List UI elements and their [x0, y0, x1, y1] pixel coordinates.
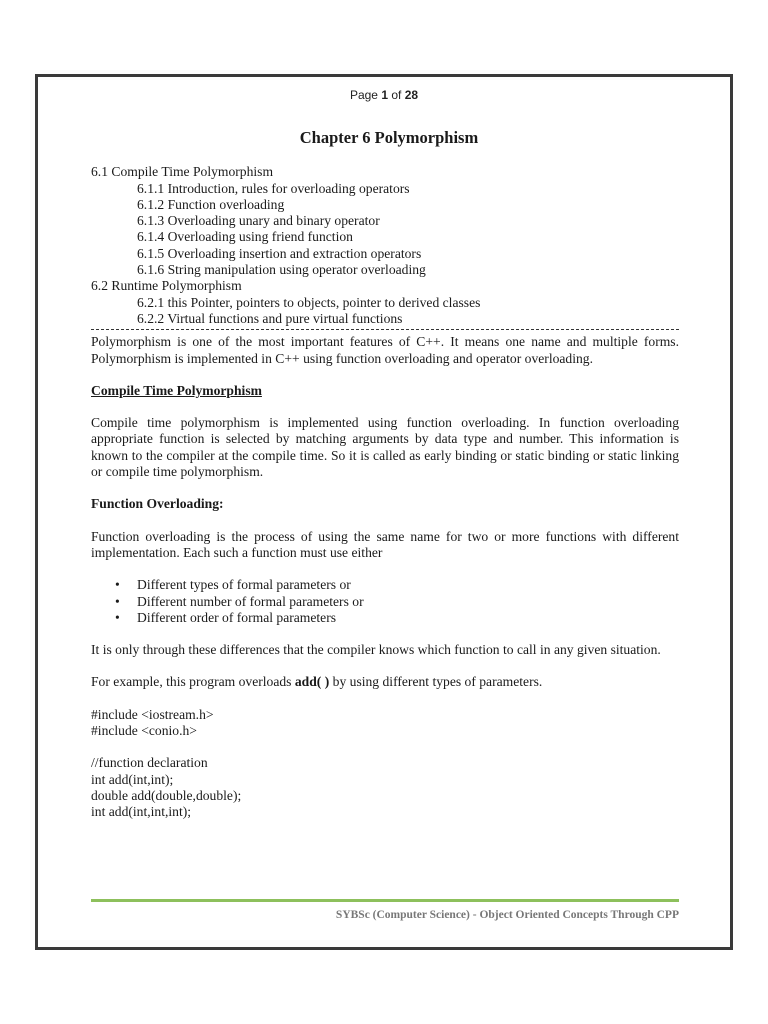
toc-item: 6.1.2 Function overloading [137, 196, 285, 212]
code-line: double add(double,double); [91, 787, 242, 803]
code-line: int add(int,int,int); [91, 804, 192, 820]
toc-section [91, 278, 679, 327]
function-overloading-heading: Function Overloading: [91, 496, 224, 512]
code-line: //function declaration [91, 755, 208, 771]
toc-item: 6.2.2 Virtual functions and pure virtual functions [137, 310, 403, 326]
toc-item: 6.1.1 Introduction, rules for overloading operators [137, 180, 410, 196]
document-body [91, 126, 679, 821]
code-gap [91, 739, 679, 755]
code-block [91, 707, 679, 821]
list-item [91, 577, 679, 593]
footer-rule [91, 899, 679, 902]
function-overloading-paragraph: Function overloading is the process of using the same name for two or more functions with different implementation. Each such a function must use either [91, 528, 679, 560]
list-item-text: Different types of formal parameters or [137, 577, 351, 593]
toc-section [91, 164, 679, 278]
page-number-total: 28 [404, 88, 419, 102]
page-number-of: of [391, 88, 402, 102]
list-item [91, 594, 679, 610]
example-suffix: by using different types of parameters. [329, 674, 543, 690]
code-line: #include <iostream.h> [91, 706, 214, 722]
example-paragraph [91, 674, 679, 690]
compile-time-paragraph: Compile time polymorphism is implemented using function overloading. In function overloading appropriate function is selected by matching arguments by data type and number. This information is known to the compiler at the compile time. So it is called as early binding or static binding or static linking or compile time polymorphism. [91, 415, 679, 480]
list-item [91, 610, 679, 626]
list-item-text: Different number of formal parameters or [137, 593, 364, 609]
code-line: #include <conio.h> [91, 723, 197, 739]
example-function-name: add( ) [294, 674, 330, 690]
toc-item: 6.1.5 Overloading insertion and extraction operators [137, 245, 422, 261]
after-bullets-paragraph: It is only through these differences that the compiler knows which function to call in any given situation. [91, 642, 661, 658]
dashed-divider [91, 329, 679, 330]
toc-item: 6.1.6 String manipulation using operator overloading [137, 262, 426, 278]
code-line: int add(int,int); [91, 771, 174, 787]
table-of-contents [91, 164, 679, 327]
chapter-title: Chapter 6 Polymorphism [299, 128, 479, 147]
footer-text: SYBSc (Computer Science) - Object Oriented Concepts Through CPP [335, 909, 679, 921]
toc-section-title: 6.2 Runtime Polymorphism [91, 278, 242, 294]
compile-time-heading: Compile Time Polymorphism [91, 382, 262, 398]
bullet-list [91, 577, 679, 626]
toc-item: 6.2.1 this Pointer, pointers to objects, pointer to derived classes [137, 294, 481, 310]
bullet-icon: • [115, 609, 120, 625]
intro-paragraph: Polymorphism is one of the most important features of C++. It means one name and multiple forms. Polymorphism is implemented in C++ using function overloading and operator overloading. [91, 334, 679, 366]
toc-item: 6.1.4 Overloading using friend function [137, 229, 353, 245]
bullet-icon: • [115, 577, 120, 593]
list-item-text: Different order of formal parameters [137, 609, 337, 625]
page-number-prefix: Page [349, 88, 378, 102]
bullet-icon: • [115, 593, 120, 609]
example-prefix: For example, this program overloads [91, 674, 295, 690]
page-number [0, 88, 768, 102]
toc-section-title: 6.1 Compile Time Polymorphism [91, 164, 274, 180]
page-number-current: 1 [381, 88, 388, 102]
toc-item: 6.1.3 Overloading unary and binary operator [137, 213, 380, 229]
